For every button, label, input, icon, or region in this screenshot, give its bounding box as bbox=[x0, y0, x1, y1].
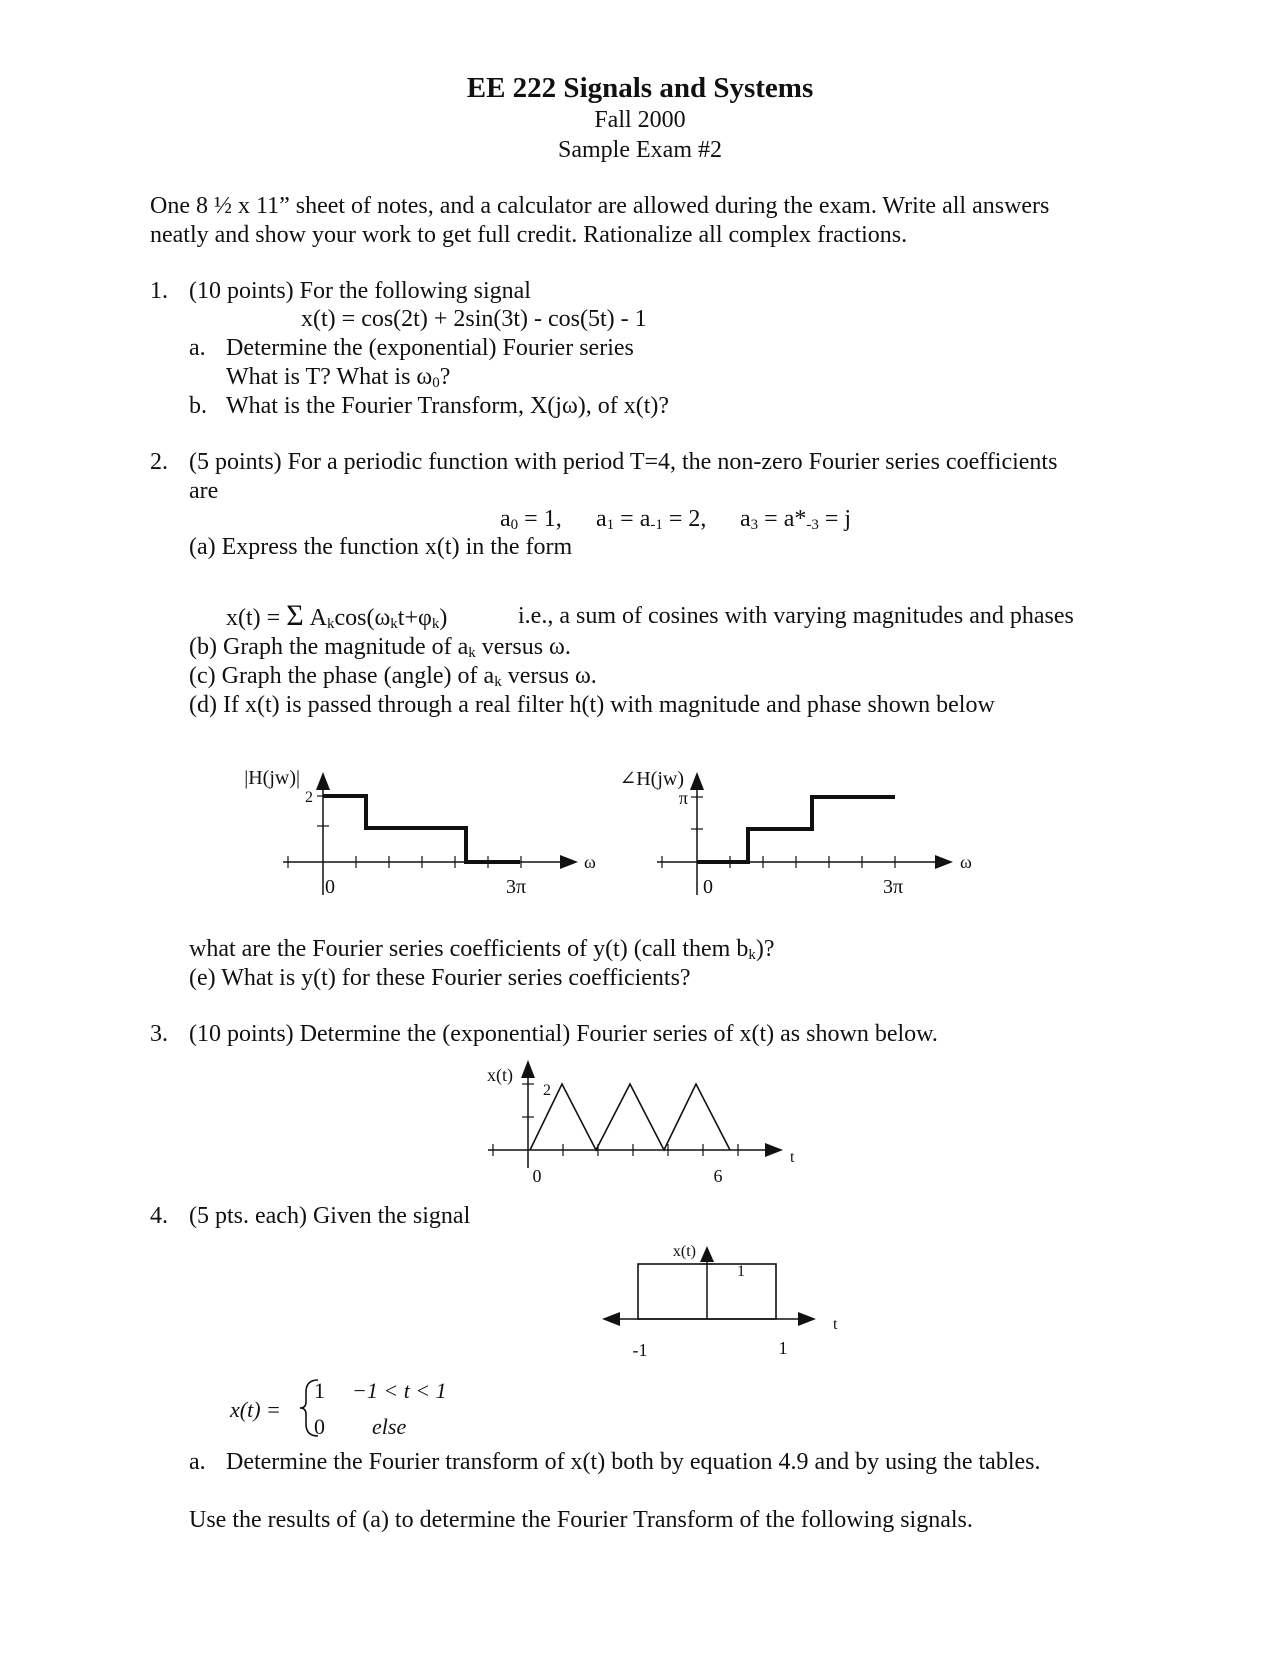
mag-y-label: |H(jw)| bbox=[244, 767, 300, 789]
q3-stem: (10 points) Determine the (exponential) Fourier series of x(t) as shown below. bbox=[189, 1021, 938, 1047]
rect-y-tick-label: 1 bbox=[737, 1263, 745, 1280]
q1-equation: x(t) = cos(2t) + 2sin(3t) - cos(5t) - 1 bbox=[301, 306, 647, 332]
phase-x-tick-0: 0 bbox=[703, 876, 713, 898]
phase-x-arrow bbox=[935, 855, 953, 869]
mag-y-arrow bbox=[316, 772, 330, 790]
intro-line-2: neatly and show your work to get full credit. Rationalize all complex fractions. bbox=[150, 222, 908, 248]
q4-use-text: Use the results of (a) to determine the Fourier Transform of the following signals. bbox=[189, 1507, 973, 1533]
subtitle: Sample Exam #2 bbox=[558, 137, 722, 163]
mag-step-curve bbox=[323, 796, 520, 862]
rect-x-label: t bbox=[833, 1316, 838, 1333]
q2-e-part: (e) What is y(t) for these Fourier series coefficients? bbox=[189, 965, 691, 991]
q4-def-case2-val: 0 bbox=[314, 1414, 325, 1439]
q1-a-text-1: Determine the (exponential) Fourier series bbox=[226, 335, 634, 361]
q2-stem-1: (5 points) For a periodic function with period T=4, the non-zero Fourier series coefficients bbox=[189, 449, 1058, 475]
q2-coef-a1: $a_1 = a_{-1} = 2$, bbox=[596, 506, 707, 533]
q4-def-lhs: x(t) = bbox=[230, 1397, 281, 1422]
phase-y-arrow bbox=[690, 772, 704, 790]
mag-x-arrow bbox=[560, 855, 578, 869]
tri-x-arrow bbox=[765, 1143, 783, 1157]
rect-x-tick-neg: -1 bbox=[632, 1340, 648, 1360]
q2-number: 2. bbox=[150, 449, 168, 475]
triangle-wave bbox=[530, 1084, 730, 1150]
q4-stem: (5 pts. each) Given the signal bbox=[189, 1203, 471, 1229]
q2-coef-a0: $a_0 = 1$, bbox=[500, 506, 562, 533]
phase-x-label: ω bbox=[960, 852, 972, 872]
phase-y-tick-label: π bbox=[678, 788, 688, 808]
q4-a-label: a. bbox=[189, 1449, 206, 1475]
phase-y-label: ∠H(jw) bbox=[619, 768, 684, 790]
rect-pulse-plot bbox=[590, 1230, 890, 1360]
triangle-wave-plot bbox=[440, 1050, 840, 1186]
q1-a-text-2: What is T? What is $\omega_0$? bbox=[226, 364, 451, 391]
q4-def-case1-val: 1 bbox=[314, 1378, 325, 1403]
q2-c-part: (c) Graph the phase (angle) of $a_k$ versus ω. bbox=[189, 663, 597, 690]
tri-x-tick-0: 0 bbox=[532, 1166, 542, 1186]
q1-number: 1. bbox=[150, 278, 168, 304]
q1-b-text: What is the Fourier Transform, X(jω), of x(t)? bbox=[226, 393, 670, 419]
rect-x-arrow-left bbox=[602, 1312, 620, 1326]
q3-number: 3. bbox=[150, 1021, 168, 1047]
magnitude-plot bbox=[0, 760, 640, 910]
term: Fall 2000 bbox=[594, 107, 686, 133]
q2-sum-note: i.e., a sum of cosines with varying magnitudes and phases bbox=[518, 603, 1074, 629]
q4-def-case2-cond: else bbox=[372, 1414, 407, 1439]
q4-def-case1-cond: −1 < t < 1 bbox=[352, 1378, 447, 1403]
mag-x-tick-0: 0 bbox=[325, 876, 335, 898]
q2-sum-formula: x(t) = Σ $A_k\cos(\omega_kt+\varphi_k)$ bbox=[226, 599, 448, 632]
q2-d-continued: what are the Fourier series coefficients of y(t) (call them $b_k$)? bbox=[189, 936, 775, 963]
q2-a-part: (a) Express the function x(t) in the form bbox=[189, 534, 573, 560]
mag-x-tick-3pi: 3π bbox=[505, 876, 527, 898]
rect-y-label: x(t) bbox=[672, 1243, 696, 1260]
q2-coef-a3: $a_3 = a*_{-3} = j$ bbox=[740, 506, 852, 533]
q1-b-label: b. bbox=[189, 393, 207, 419]
page-title: EE 222 Signals and Systems bbox=[466, 72, 814, 104]
q2-b-part: (b) Graph the magnitude of $a_k$ versus ω. bbox=[189, 634, 571, 661]
phase-plot bbox=[620, 760, 1260, 910]
mag-y-tick-label: 2 bbox=[305, 789, 313, 806]
tri-x-label: t bbox=[790, 1149, 795, 1166]
tri-y-label: x(t) bbox=[487, 1065, 513, 1085]
mag-x-label: ω bbox=[584, 852, 596, 872]
q1-stem: (10 points) For the following signal bbox=[189, 278, 531, 304]
q4-a-text: Determine the Fourier transform of x(t) both by equation 4.9 and by using the tables. bbox=[226, 1449, 1041, 1475]
phase-x-tick-3pi: 3π bbox=[882, 876, 904, 898]
tri-y-tick-label: 2 bbox=[543, 1082, 551, 1099]
rect-x-arrow-right bbox=[798, 1312, 816, 1326]
rect-y-arrow bbox=[700, 1246, 714, 1262]
sigma-symbol: Σ bbox=[286, 599, 304, 632]
q1-a-label: a. bbox=[189, 335, 206, 361]
q2-stem-2: are bbox=[189, 478, 219, 504]
q2-d-part: (d) If x(t) is passed through a real filter h(t) with magnitude and phase shown below bbox=[189, 692, 995, 718]
q4-number: 4. bbox=[150, 1203, 168, 1229]
intro-line-1: One 8 ½ x 11” sheet of notes, and a calculator are allowed during the exam. Write all answers bbox=[150, 193, 1050, 219]
rect-x-tick-pos: 1 bbox=[778, 1338, 788, 1358]
phase-step-curve bbox=[697, 797, 895, 862]
tri-x-tick-6: 6 bbox=[713, 1166, 723, 1186]
tri-y-arrow bbox=[521, 1060, 535, 1078]
